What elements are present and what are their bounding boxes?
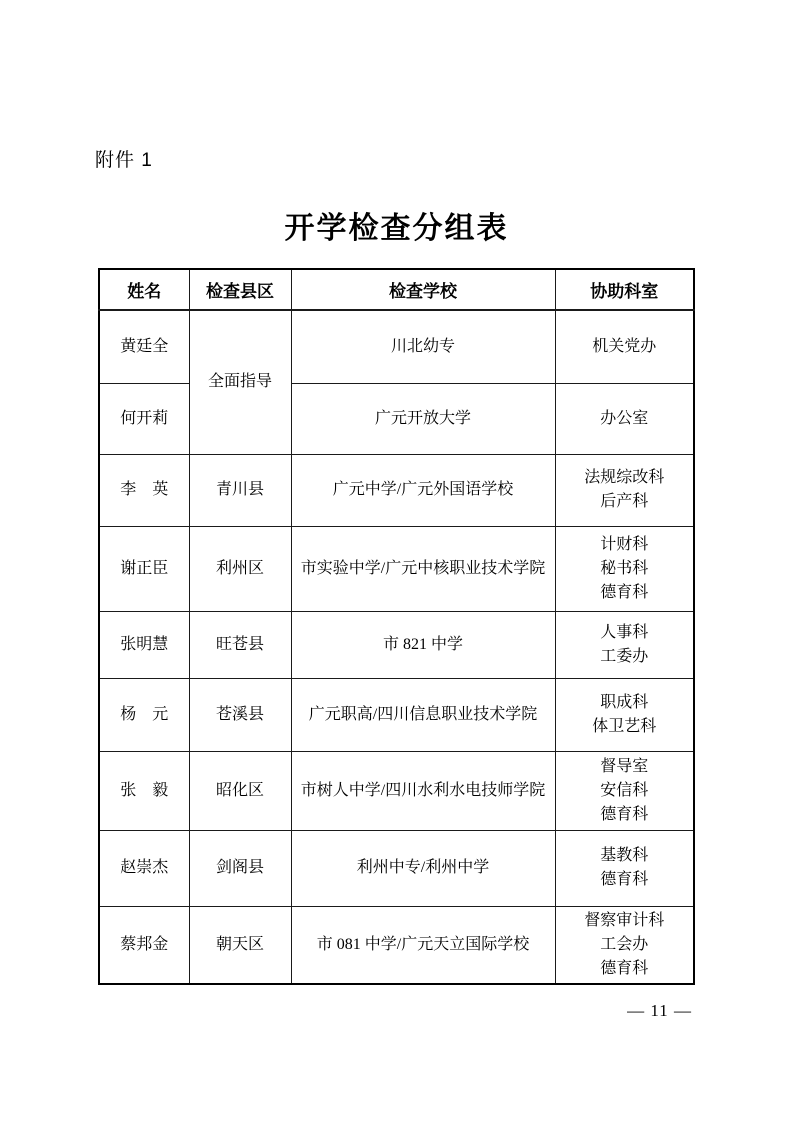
- department-cell: 计财科 秘书科 德育科: [555, 526, 694, 611]
- district-cell: 剑阁县: [189, 830, 291, 906]
- table-row: [99, 310, 694, 383]
- school-cell: 市实验中学/广元中核职业技术学院: [291, 526, 555, 611]
- school-cell: 广元职高/四川信息职业技术学院: [291, 678, 555, 751]
- district-cell: 朝天区: [189, 906, 291, 984]
- name-cell: 张明慧: [99, 611, 189, 678]
- department-cell: 督察审计科 工会办 德育科: [555, 906, 694, 984]
- department-cell: 办公室: [555, 383, 694, 454]
- district-cell: 昭化区: [189, 751, 291, 830]
- district-cell: 利州区: [189, 526, 291, 611]
- table-row: [99, 678, 694, 751]
- table-row: [99, 906, 694, 984]
- name-cell: 李 英: [99, 454, 189, 526]
- name-cell: 赵崇杰: [99, 830, 189, 906]
- department-cell: 机关党办: [555, 310, 694, 383]
- district-cell: 苍溪县: [189, 678, 291, 751]
- table-row: [99, 751, 694, 830]
- school-cell: 广元开放大学: [291, 383, 555, 454]
- name-cell: 何开莉: [99, 383, 189, 454]
- department-cell: 法规综改科 后产科: [555, 454, 694, 526]
- header-name: 姓名: [99, 269, 189, 310]
- name-cell: 黄廷全: [99, 310, 189, 383]
- header-district: 检查县区: [189, 269, 291, 310]
- header-school: 检查学校: [291, 269, 555, 310]
- department-cell: 职成科 体卫艺科: [555, 678, 694, 751]
- page-number: — 11 —: [627, 1001, 692, 1020]
- header-department: 协助科室: [555, 269, 694, 310]
- school-cell: 广元中学/广元外国语学校: [291, 454, 555, 526]
- district-cell-merged: 全面指导: [189, 310, 291, 454]
- attachment-label: 附件 1: [95, 150, 153, 171]
- department-cell: 督导室 安信科 德育科: [555, 751, 694, 830]
- district-cell: 青川县: [189, 454, 291, 526]
- table-row: [99, 611, 694, 678]
- name-cell: 张 毅: [99, 751, 189, 830]
- table-row: [99, 526, 694, 611]
- district-cell: 旺苍县: [189, 611, 291, 678]
- table-row: [99, 454, 694, 526]
- table-header-row: [99, 269, 694, 310]
- name-cell: 杨 元: [99, 678, 189, 751]
- name-cell: 谢正臣: [99, 526, 189, 611]
- inspection-group-table: [98, 268, 695, 985]
- department-cell: 基教科 德育科: [555, 830, 694, 906]
- school-cell: 川北幼专: [291, 310, 555, 383]
- table-row: [99, 830, 694, 906]
- table-row: [99, 383, 694, 454]
- department-cell: 人事科 工委办: [555, 611, 694, 678]
- school-cell: 市 081 中学/广元天立国际学校: [291, 906, 555, 984]
- name-cell: 蔡邦金: [99, 906, 189, 984]
- school-cell: 利州中专/利州中学: [291, 830, 555, 906]
- page-title: 开学检查分组表: [284, 212, 509, 245]
- school-cell: 市 821 中学: [291, 611, 555, 678]
- school-cell: 市树人中学/四川水利水电技师学院: [291, 751, 555, 830]
